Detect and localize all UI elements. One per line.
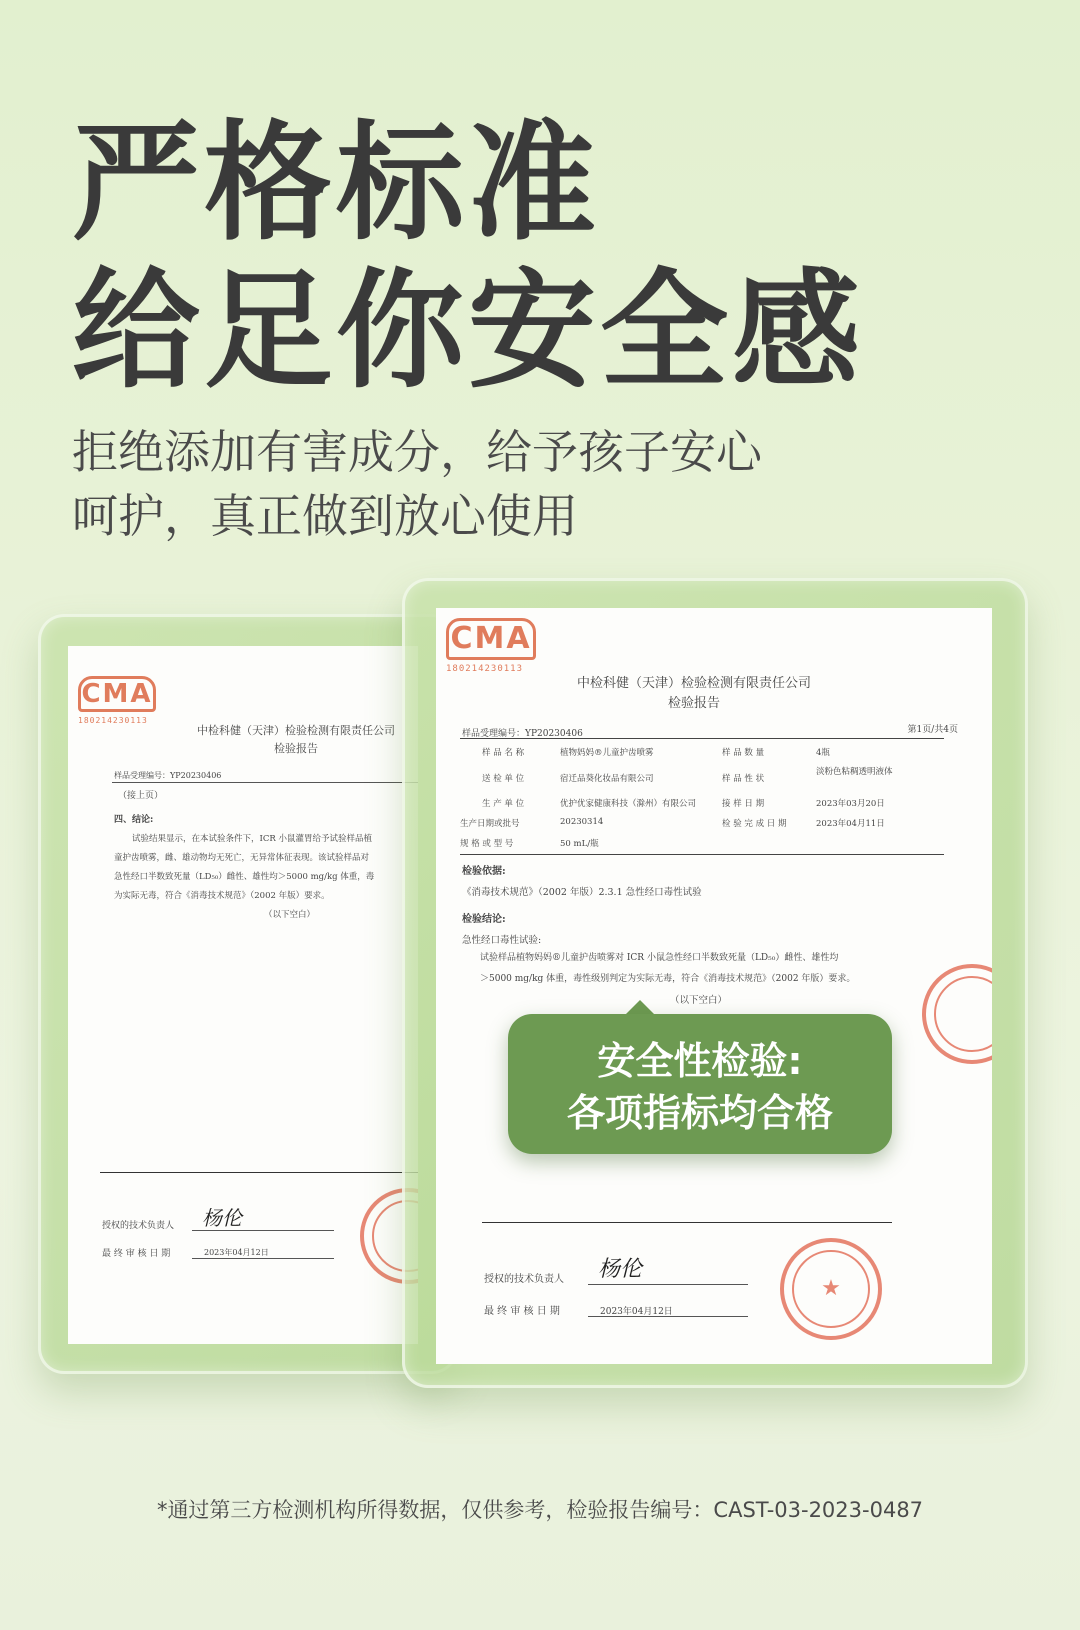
row-label: 生 产 单 位: [482, 799, 525, 809]
cma-mark: CMA: [446, 618, 536, 660]
row-label: 样 品 数 量: [722, 748, 765, 758]
table-row: [460, 814, 944, 834]
auth-label: 授权的技术负责人: [102, 1221, 175, 1231]
continued-note: （接上页）: [118, 791, 164, 801]
basis-text: 《消毒技术规范》（2002 年版）2.3.1 急性经口毒性试验: [462, 887, 702, 898]
row-label: 接 样 日 期: [722, 799, 765, 809]
conclusion-subtitle: 急性经口毒性试验:: [462, 935, 542, 946]
auth-underline: [192, 1230, 334, 1231]
row-label: 送 检 单 位: [482, 774, 525, 784]
row-value: 2023年03月20日: [816, 799, 885, 809]
callout-badge: [508, 1014, 892, 1154]
signature-divider: [482, 1222, 892, 1223]
subtitle-line-1: 拒绝添加有害成分，给予孩子安心: [72, 425, 762, 479]
official-seal: ★: [780, 1238, 882, 1340]
table-row: [460, 794, 944, 814]
page-info: 第1页/共4页: [907, 725, 958, 735]
company-name: 中检科健（天津）检验检测有限责任公司: [576, 676, 811, 691]
report-title: 检验报告: [667, 696, 720, 711]
row-label: 样 品 名 称: [482, 748, 525, 758]
row-value: 4瓶: [816, 748, 830, 758]
headline: [72, 110, 864, 406]
conclusion-line: 试验结果显示，在本试验条件下，ICR 小鼠灌胃给予试验样品植: [132, 834, 372, 844]
section-heading: 四、结论:: [114, 815, 154, 825]
blank-note: （以下空白）: [264, 910, 316, 920]
date-label: 最 终 审 核 日 期: [102, 1249, 171, 1259]
row-value: 50 mL/瓶: [560, 839, 599, 849]
cma-mark: CMA: [78, 676, 156, 712]
conclusion-line: 试验样品植物妈妈®儿童护齿喷雾对 ICR 小鼠急性经口半数致死量（LD₅₀）雌性、雄性均: [480, 953, 839, 963]
conclusion-line: 为实际无毒，符合《消毒技术规范》（2002 年版）要求。: [114, 891, 330, 901]
conclusion-line: ＞5000 mg/kg 体重，毒性级别判定为实际无毒，符合《消毒技术规范》（2002 年版）要求。: [480, 974, 856, 984]
headline-line-1: 严格标准: [72, 109, 601, 258]
conclusion-text: [462, 948, 855, 990]
row-value: 20230314: [560, 817, 604, 827]
conclusion-line: 急性经口半数致死量（LD₅₀）雌性、雄性均＞5000 mg/kg 体重，毒: [114, 872, 375, 882]
row-label: 生产日期或批号: [460, 819, 520, 829]
conclusion-text: [114, 830, 374, 906]
date-value: 2023年04月12日: [600, 1307, 673, 1317]
blank-note: （以下空白）: [670, 995, 728, 1006]
table-row: [460, 834, 944, 854]
callout-line-2: 各项指标均合格: [566, 1091, 833, 1135]
subtitle-line-2: 呵护，真正做到放心使用: [72, 489, 578, 543]
auth-underline: [588, 1284, 748, 1285]
row-value: 2023年04月11日: [816, 819, 885, 829]
conclusion-line: 童护齿喷雾，雌、雄动物均无死亡，无异常体征表现。该试验样品对: [114, 853, 370, 863]
footnote: *通过第三方检测机构所得数据，仅供参考，检验报告编号：CAST-03-2023-0487: [156, 1498, 924, 1522]
row-value: 植物妈妈®儿童护齿喷雾: [560, 748, 654, 758]
table-row: [460, 742, 944, 764]
cma-logo-back: [78, 676, 156, 725]
date-label: 最 终 审 核 日 期: [484, 1306, 560, 1317]
official-seal-partial: [922, 964, 992, 1064]
cma-number: 180214230113: [78, 716, 148, 725]
row-label: 样 品 性 状: [722, 774, 765, 784]
sample-number: 样品受理编号：YP20230406: [462, 729, 583, 739]
report-page-front: [436, 608, 992, 1364]
basis-title: 检验依据:: [462, 866, 506, 877]
table-bottom-border: [460, 854, 944, 855]
cma-logo-front: [446, 618, 536, 674]
headline-line-2: 给足你安全感: [72, 257, 865, 406]
table-top-border: [460, 738, 944, 739]
signature: 杨伦: [598, 1257, 643, 1282]
table-row: [460, 764, 944, 794]
conclusion-title: 检验结论:: [462, 914, 506, 925]
row-value: 宿迁品葵化妆品有限公司: [560, 774, 654, 784]
date-underline: [192, 1258, 334, 1259]
date-underline: [588, 1316, 748, 1317]
sample-number: 样品受理编号：YP20230406: [114, 771, 222, 780]
sample-info-table: [460, 742, 944, 854]
row-value: 优护优家健康科技（滁州）有限公司: [560, 799, 697, 809]
callout-line-1: 安全性检验:: [597, 1039, 803, 1083]
row-value: 淡粉色粘稠透明液体: [816, 767, 893, 777]
report-title: 检验报告: [274, 742, 318, 755]
auth-label: 授权的技术负责人: [484, 1274, 564, 1285]
signature: 杨伦: [202, 1206, 242, 1230]
subtitle: [72, 420, 762, 548]
row-label: 检 验 完 成 日 期: [722, 819, 787, 829]
company-name: 中检科健（天津）检验检测有限责任公司: [197, 724, 395, 737]
cma-number: 180214230113: [446, 664, 524, 674]
divider: [112, 782, 418, 783]
report-page-back: [68, 646, 418, 1344]
date-value: 2023年04月12日: [204, 1248, 269, 1257]
row-label: 规 格 或 型 号: [460, 839, 514, 849]
signature-divider: [100, 1172, 418, 1173]
